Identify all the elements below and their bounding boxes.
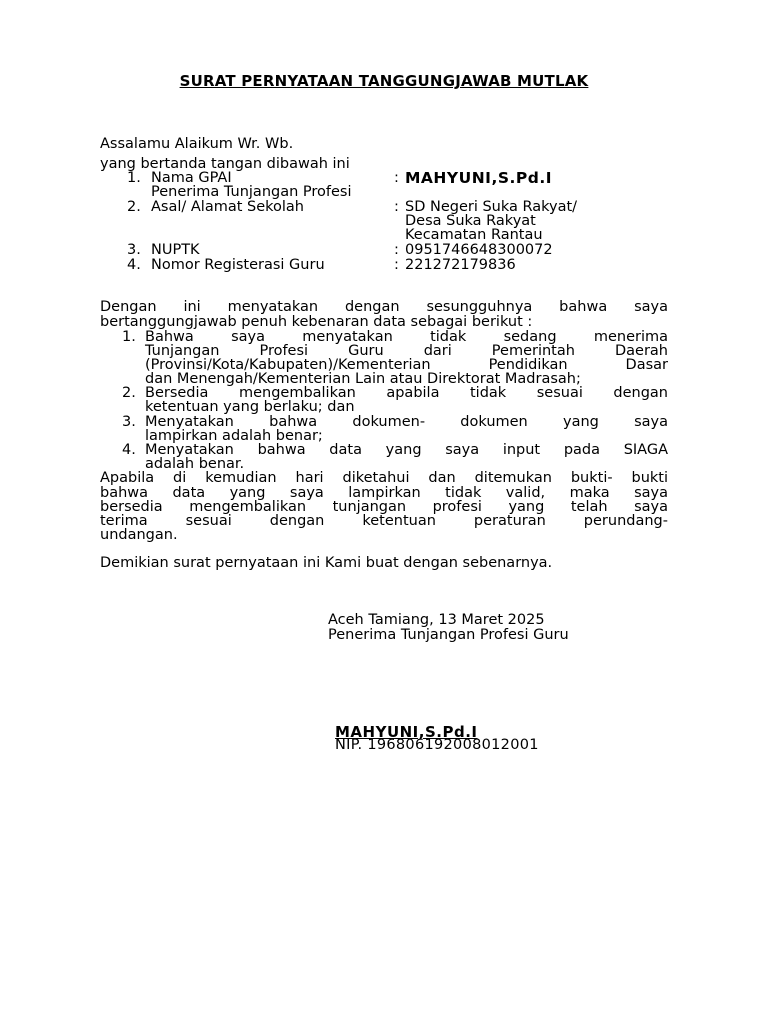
signature-nip: NIP. 19680619200801200​1	[335, 737, 539, 753]
field-number: 4.	[127, 257, 141, 273]
field-label-school: Asal/ Alamat Sekolah	[151, 199, 305, 215]
statement-item-line: (Provinsi/Kota/Kabupaten)/Kementerian Pendidikan Dasar	[145, 357, 668, 373]
statement-item-line: dan Menengah/Kementerian Lain atau Direktorat Madrasah;	[145, 371, 581, 387]
refund-line: bersedia mengembalikan tunjangan profesi yang telah saya	[100, 499, 668, 515]
refund-line: bahwa data yang saya lampirkan tidak valid, maka saya	[100, 485, 668, 501]
statement-item-line: Menyatakan bahwa data yang saya input pada SIAGA	[145, 442, 668, 458]
field-value-registration: 221272179836	[405, 257, 516, 273]
field-colon: :	[394, 257, 399, 273]
field-colon: :	[394, 170, 399, 186]
statement-item-line: Menyatakan bahwa dokumen- dokumen yang saya	[145, 414, 668, 430]
refund-line: undangan.	[100, 527, 178, 543]
greeting: Assalamu Alaikum Wr. Wb.	[100, 136, 294, 152]
field-number: 3.	[127, 242, 141, 258]
statement-item-line: adalah benar.	[145, 456, 245, 472]
field-value-school: SD Negeri Suka Rakyat/	[405, 199, 578, 215]
field-number: 1.	[127, 170, 141, 186]
field-label-name-line2: Penerima Tunjangan Profesi	[151, 184, 352, 200]
field-label-name: Nama GPAI	[151, 170, 232, 186]
field-value-district: Kecamatan Rantau	[405, 227, 543, 243]
statement-item-line: Bersedia mengembalikan apabila tidak sesuai dengan	[145, 385, 668, 401]
statement-item-number: 1.	[122, 329, 136, 345]
field-number: 2.	[127, 199, 141, 215]
statement-item-line: lampirkan adalah benar;	[145, 428, 323, 444]
field-label-nuptk: NUPTK	[151, 242, 200, 258]
signature-role: Penerima Tunjangan Profesi Guru	[328, 627, 569, 643]
statement-line: Dengan ini menyatakan dengan sesungguhnya bahwa saya	[100, 299, 668, 315]
field-value-village: Desa Suka Rakyat	[405, 213, 536, 229]
signature-place-date: Aceh Tamiang, 13 Maret 2025	[328, 612, 545, 628]
field-label-registration: Nomor Registerasi Guru	[151, 257, 325, 273]
field-value-name: MAHYUNI,S.Pd.I	[405, 169, 552, 187]
statement-item-number: 2.	[122, 385, 136, 401]
refund-line: Apabila di kemudian hari diketahui dan ditemukan bukti- bukti	[100, 470, 668, 486]
signature-name: MAHYUNI,S.Pd.I	[335, 723, 478, 741]
statement-item-line: ketentuan yang berlaku; dan	[145, 399, 355, 415]
statement-line: bertanggungjawab penuh kebenaran data sebagai berikut :	[100, 314, 533, 330]
statement-item-number: 4.	[122, 442, 136, 458]
refund-line: terima sesuai dengan ketentuan peraturan perundang-	[100, 513, 668, 529]
intro-text: yang bertanda tangan dibawah ini	[100, 156, 350, 172]
field-colon: :	[394, 199, 399, 215]
document-title: SURAT PERNYATAAN TANGGUNGJAWAB MUTLAK	[179, 72, 589, 90]
field-colon: :	[394, 242, 399, 258]
closing-text: Demikian surat pernyataan ini Kami buat dengan sebenarnya.	[100, 555, 553, 571]
statement-item-number: 3.	[122, 414, 136, 430]
statement-item-line: Bahwa saya menyatakan tidak sedang menerima	[145, 329, 668, 345]
statement-item-line: Tunjangan Profesi Guru dari Pemerintah Daerah	[145, 343, 668, 359]
field-value-nuptk: 0951746648300072	[405, 242, 553, 258]
